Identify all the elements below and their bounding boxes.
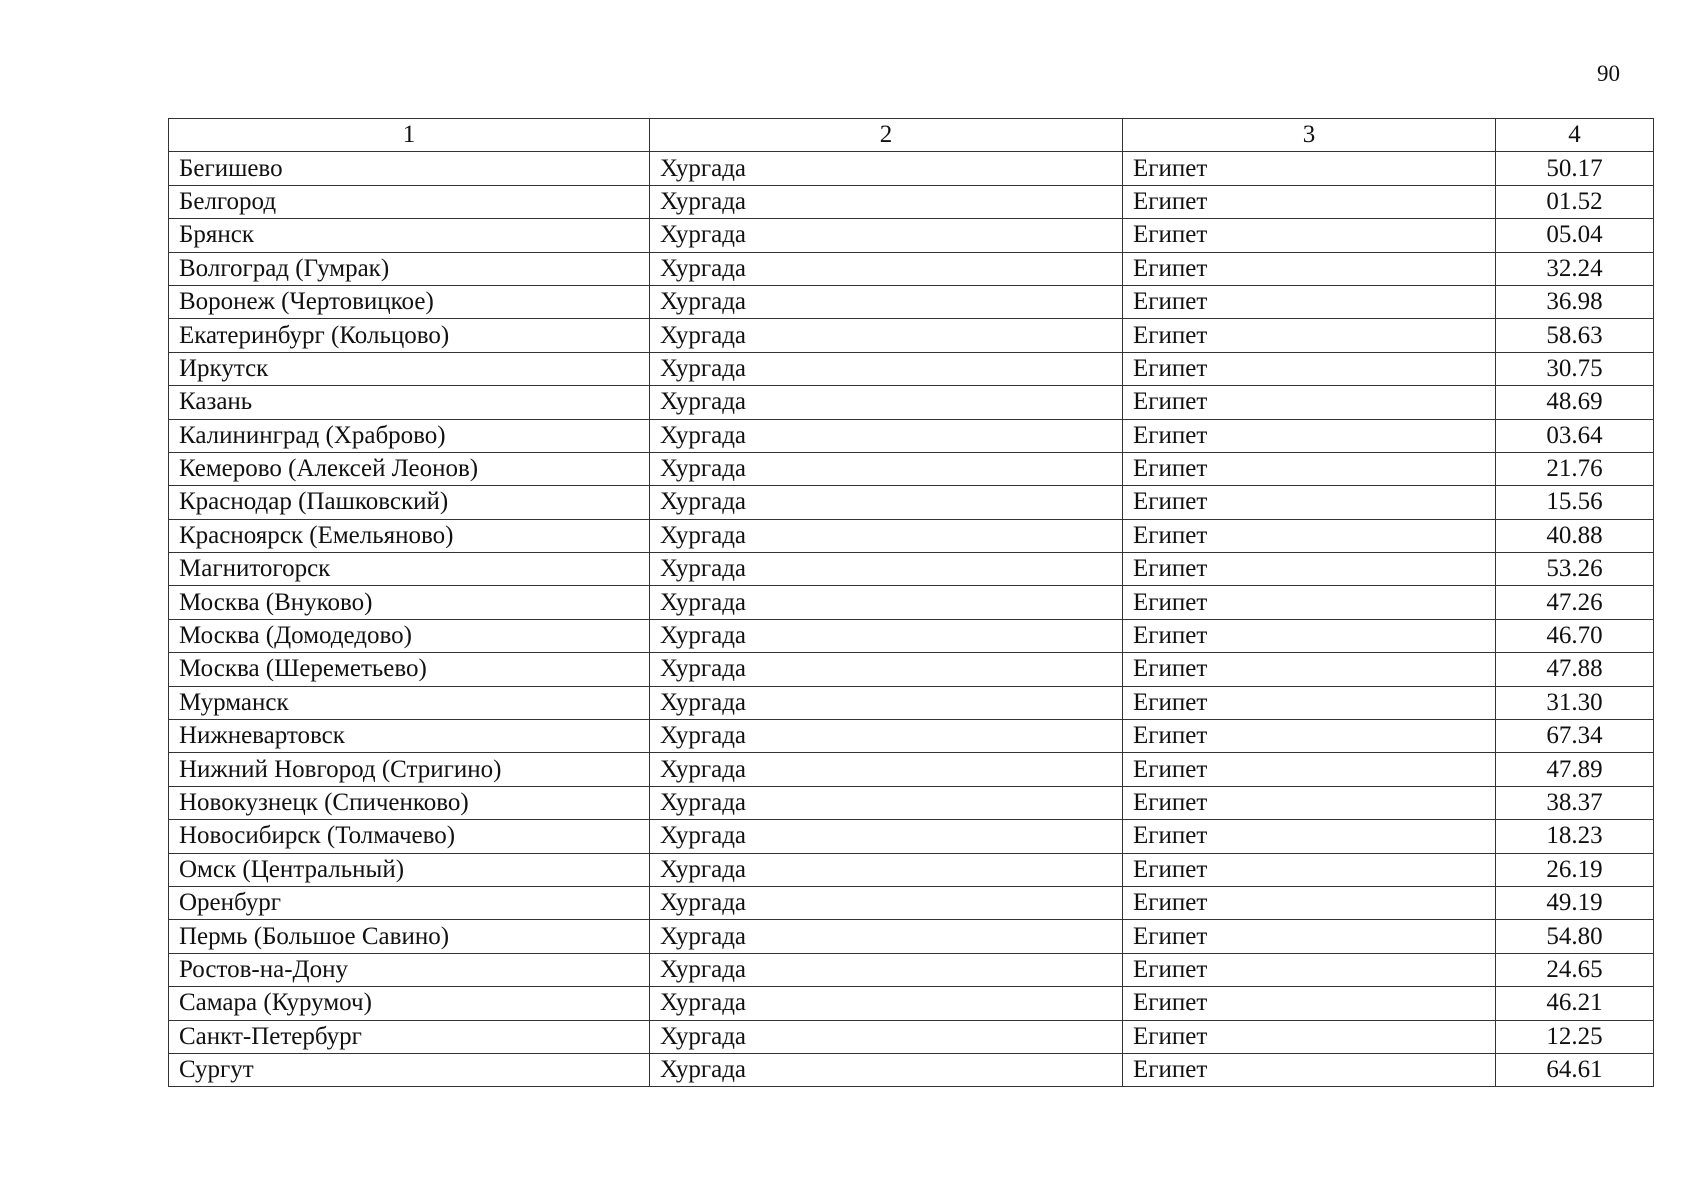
table-row xyxy=(169,619,1654,652)
table-row xyxy=(169,486,1654,519)
value-cell: 31.30 xyxy=(1496,686,1654,719)
value-cell: 50.17 xyxy=(1496,152,1654,185)
value-cell: 05.04 xyxy=(1496,219,1654,252)
table-row xyxy=(169,753,1654,786)
origin-city-cell: Казань xyxy=(169,386,650,419)
destination-city-cell: Хургада xyxy=(650,920,1123,953)
origin-city-cell: Ростов-на-Дону xyxy=(169,953,650,986)
destination-city-cell: Хургада xyxy=(650,853,1123,886)
table-row xyxy=(169,452,1654,485)
table-row xyxy=(169,886,1654,919)
origin-city-cell: Красноярск (Емельяново) xyxy=(169,519,650,552)
country-cell: Египет xyxy=(1123,753,1496,786)
origin-city-cell: Нижневартовск xyxy=(169,720,650,753)
destination-city-cell: Хургада xyxy=(650,953,1123,986)
country-cell: Египет xyxy=(1123,285,1496,318)
country-cell: Египет xyxy=(1123,352,1496,385)
table-row xyxy=(169,185,1654,218)
value-cell: 24.65 xyxy=(1496,953,1654,986)
destination-city-cell: Хургада xyxy=(650,1053,1123,1086)
data-table xyxy=(168,118,1654,1087)
origin-city-cell: Иркутск xyxy=(169,352,650,385)
destination-city-cell: Хургада xyxy=(650,786,1123,819)
destination-city-cell: Хургада xyxy=(650,886,1123,919)
destination-city-cell: Хургада xyxy=(650,386,1123,419)
table-row xyxy=(169,319,1654,352)
destination-city-cell: Хургада xyxy=(650,219,1123,252)
table-row xyxy=(169,386,1654,419)
table-row xyxy=(169,987,1654,1020)
origin-city-cell: Белгород xyxy=(169,185,650,218)
table-row xyxy=(169,686,1654,719)
table-row xyxy=(169,352,1654,385)
value-cell: 64.61 xyxy=(1496,1053,1654,1086)
table-row xyxy=(169,285,1654,318)
destination-city-cell: Хургада xyxy=(650,352,1123,385)
origin-city-cell: Волгоград (Гумрак) xyxy=(169,252,650,285)
value-cell: 38.37 xyxy=(1496,786,1654,819)
origin-city-cell: Самара (Курумоч) xyxy=(169,987,650,1020)
value-cell: 03.64 xyxy=(1496,419,1654,452)
value-cell: 47.89 xyxy=(1496,753,1654,786)
country-cell: Египет xyxy=(1123,486,1496,519)
country-cell: Египет xyxy=(1123,920,1496,953)
destination-city-cell: Хургада xyxy=(650,987,1123,1020)
origin-city-cell: Новосибирск (Толмачево) xyxy=(169,820,650,853)
table-row xyxy=(169,1020,1654,1053)
country-cell: Египет xyxy=(1123,1053,1496,1086)
destination-city-cell: Хургада xyxy=(650,185,1123,218)
table-body xyxy=(169,119,1654,1087)
country-cell: Египет xyxy=(1123,686,1496,719)
destination-city-cell: Хургада xyxy=(650,1020,1123,1053)
destination-city-cell: Хургада xyxy=(650,452,1123,485)
destination-city-cell: Хургада xyxy=(650,285,1123,318)
origin-city-cell: Воронеж (Чертовицкое) xyxy=(169,285,650,318)
column-header: 3 xyxy=(1123,119,1496,152)
country-cell: Египет xyxy=(1123,152,1496,185)
origin-city-cell: Москва (Шереметьево) xyxy=(169,653,650,686)
country-cell: Египет xyxy=(1123,419,1496,452)
country-cell: Египет xyxy=(1123,185,1496,218)
table-row xyxy=(169,152,1654,185)
country-cell: Египет xyxy=(1123,519,1496,552)
country-cell: Египет xyxy=(1123,653,1496,686)
value-cell: 30.75 xyxy=(1496,352,1654,385)
origin-city-cell: Новокузнецк (Спиченково) xyxy=(169,786,650,819)
destination-city-cell: Хургада xyxy=(650,619,1123,652)
origin-city-cell: Кемерово (Алексей Леонов) xyxy=(169,452,650,485)
value-cell: 32.24 xyxy=(1496,252,1654,285)
table-row xyxy=(169,786,1654,819)
value-cell: 67.34 xyxy=(1496,720,1654,753)
table-row xyxy=(169,1053,1654,1086)
table-row xyxy=(169,219,1654,252)
destination-city-cell: Хургада xyxy=(650,319,1123,352)
value-cell: 53.26 xyxy=(1496,553,1654,586)
table-row xyxy=(169,586,1654,619)
value-cell: 49.19 xyxy=(1496,886,1654,919)
country-cell: Египет xyxy=(1123,987,1496,1020)
country-cell: Египет xyxy=(1123,219,1496,252)
table-header-row xyxy=(169,119,1654,152)
origin-city-cell: Мурманск xyxy=(169,686,650,719)
country-cell: Египет xyxy=(1123,586,1496,619)
table-row xyxy=(169,953,1654,986)
origin-city-cell: Магнитогорск xyxy=(169,553,650,586)
origin-city-cell: Брянск xyxy=(169,219,650,252)
table-row xyxy=(169,920,1654,953)
country-cell: Египет xyxy=(1123,252,1496,285)
origin-city-cell: Омск (Центральный) xyxy=(169,853,650,886)
table-row xyxy=(169,820,1654,853)
value-cell: 47.26 xyxy=(1496,586,1654,619)
country-cell: Египет xyxy=(1123,786,1496,819)
value-cell: 58.63 xyxy=(1496,319,1654,352)
country-cell: Египет xyxy=(1123,619,1496,652)
value-cell: 47.88 xyxy=(1496,653,1654,686)
country-cell: Египет xyxy=(1123,1020,1496,1053)
country-cell: Египет xyxy=(1123,953,1496,986)
country-cell: Египет xyxy=(1123,553,1496,586)
destination-city-cell: Хургада xyxy=(650,553,1123,586)
country-cell: Египет xyxy=(1123,720,1496,753)
page-number: 90 xyxy=(1597,61,1620,86)
value-cell: 54.80 xyxy=(1496,920,1654,953)
origin-city-cell: Сургут xyxy=(169,1053,650,1086)
value-cell: 01.52 xyxy=(1496,185,1654,218)
table-row xyxy=(169,720,1654,753)
value-cell: 15.56 xyxy=(1496,486,1654,519)
table-row xyxy=(169,653,1654,686)
country-cell: Египет xyxy=(1123,319,1496,352)
value-cell: 36.98 xyxy=(1496,285,1654,318)
table-row xyxy=(169,252,1654,285)
table-row xyxy=(169,519,1654,552)
destination-city-cell: Хургада xyxy=(650,419,1123,452)
country-cell: Египет xyxy=(1123,820,1496,853)
destination-city-cell: Хургада xyxy=(650,720,1123,753)
destination-city-cell: Хургада xyxy=(650,252,1123,285)
country-cell: Египет xyxy=(1123,386,1496,419)
origin-city-cell: Краснодар (Пашковский) xyxy=(169,486,650,519)
country-cell: Египет xyxy=(1123,886,1496,919)
destination-city-cell: Хургада xyxy=(650,820,1123,853)
origin-city-cell: Бегишево xyxy=(169,152,650,185)
value-cell: 21.76 xyxy=(1496,452,1654,485)
origin-city-cell: Нижний Новгород (Стригино) xyxy=(169,753,650,786)
destination-city-cell: Хургада xyxy=(650,753,1123,786)
value-cell: 40.88 xyxy=(1496,519,1654,552)
value-cell: 46.70 xyxy=(1496,619,1654,652)
origin-city-cell: Москва (Внуково) xyxy=(169,586,650,619)
destination-city-cell: Хургада xyxy=(650,586,1123,619)
table-row xyxy=(169,853,1654,886)
value-cell: 48.69 xyxy=(1496,386,1654,419)
destination-city-cell: Хургада xyxy=(650,686,1123,719)
column-header: 2 xyxy=(650,119,1123,152)
column-header: 1 xyxy=(169,119,650,152)
origin-city-cell: Москва (Домодедово) xyxy=(169,619,650,652)
origin-city-cell: Калининград (Храброво) xyxy=(169,419,650,452)
origin-city-cell: Екатеринбург (Кольцово) xyxy=(169,319,650,352)
table-row xyxy=(169,553,1654,586)
origin-city-cell: Пермь (Большое Савино) xyxy=(169,920,650,953)
value-cell: 26.19 xyxy=(1496,853,1654,886)
value-cell: 18.23 xyxy=(1496,820,1654,853)
value-cell: 12.25 xyxy=(1496,1020,1654,1053)
country-cell: Египет xyxy=(1123,853,1496,886)
origin-city-cell: Санкт-Петербург xyxy=(169,1020,650,1053)
table-row xyxy=(169,419,1654,452)
country-cell: Египет xyxy=(1123,452,1496,485)
destination-city-cell: Хургада xyxy=(650,653,1123,686)
origin-city-cell: Оренбург xyxy=(169,886,650,919)
value-cell: 46.21 xyxy=(1496,987,1654,1020)
column-header: 4 xyxy=(1496,119,1654,152)
destination-city-cell: Хургада xyxy=(650,152,1123,185)
destination-city-cell: Хургада xyxy=(650,486,1123,519)
destination-city-cell: Хургада xyxy=(650,519,1123,552)
